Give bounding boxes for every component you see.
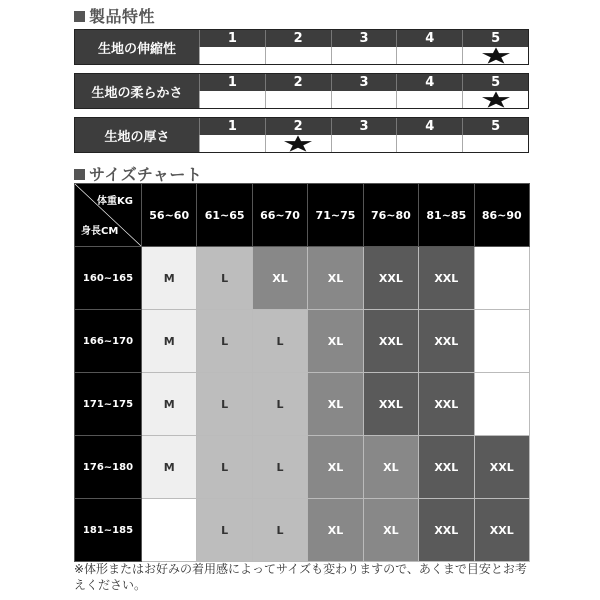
weight-axis-label: 体重KG: [97, 196, 133, 207]
height-axis-label: 身長CM: [81, 226, 119, 237]
height-range-header: 181~185: [75, 499, 142, 562]
star-icon: [284, 135, 312, 152]
size-cell: XXL: [419, 499, 474, 562]
size-cell: XL: [308, 436, 363, 499]
size-cell: XXL: [419, 436, 474, 499]
size-cell: L: [197, 436, 252, 499]
rating-number: 5: [462, 118, 528, 135]
size-cell: L: [197, 373, 252, 436]
size-cell: XXL: [363, 247, 418, 310]
rating-mark-cell: [265, 47, 331, 64]
size-chart-body: [75, 247, 530, 562]
size-cell: M: [142, 247, 197, 310]
size-cell: XXL: [363, 310, 418, 373]
rating-number: 5: [462, 30, 528, 47]
weight-range-header: 56~60: [142, 184, 197, 247]
rating-mark-cell: [396, 47, 462, 64]
size-row: [75, 436, 530, 499]
star-icon: [482, 91, 510, 108]
size-cell: XL: [308, 373, 363, 436]
rating-mark-cell: [462, 91, 528, 108]
height-range-header: 160~165: [75, 247, 142, 310]
size-cell: XL: [252, 247, 307, 310]
size-cell: L: [252, 499, 307, 562]
rating-number: 3: [331, 118, 397, 135]
size-cell: L: [252, 373, 307, 436]
size-cell: M: [142, 436, 197, 499]
weight-range-header: 81~85: [419, 184, 474, 247]
rating-number: 3: [331, 30, 397, 47]
rating-number: 1: [199, 118, 265, 135]
size-cell: XXL: [474, 499, 529, 562]
weight-range-header: 76~80: [363, 184, 418, 247]
size-cell: M: [142, 310, 197, 373]
height-range-header: 171~175: [75, 373, 142, 436]
rating-mark-cell: [199, 135, 265, 152]
size-cell: XXL: [363, 373, 418, 436]
rating-number: 1: [199, 30, 265, 47]
size-row: [75, 499, 530, 562]
rating-label: 生地の柔らかさ: [75, 74, 199, 108]
size-cell: [142, 499, 197, 562]
rating-mark-cell: [396, 91, 462, 108]
size-cell: L: [252, 310, 307, 373]
rating-number: 4: [396, 118, 462, 135]
square-bullet-icon: [74, 11, 85, 22]
rating-number: 5: [462, 74, 528, 91]
size-cell: XL: [308, 499, 363, 562]
size-cell: XXL: [419, 310, 474, 373]
rating-scale: [199, 74, 528, 108]
rating-number: 3: [331, 74, 397, 91]
rating-label: 生地の伸縮性: [75, 30, 199, 64]
size-cell: L: [197, 499, 252, 562]
rating-mark-cell: [331, 47, 397, 64]
size-chart-table: [74, 183, 530, 562]
rating-mark-cell: [462, 135, 528, 152]
size-cell: XXL: [419, 247, 474, 310]
square-bullet-icon: [74, 169, 85, 180]
rating-number: 4: [396, 74, 462, 91]
size-cell: XXL: [474, 436, 529, 499]
weight-range-header: 66~70: [252, 184, 307, 247]
size-cell: L: [197, 247, 252, 310]
rating-mark-cell: [265, 91, 331, 108]
rating-row: [74, 117, 529, 153]
rating-mark-cell: [396, 135, 462, 152]
rating-row: [74, 73, 529, 109]
size-cell: XL: [363, 436, 418, 499]
weight-range-header: 71~75: [308, 184, 363, 247]
size-cell: [474, 247, 529, 310]
rating-mark-cell: [331, 91, 397, 108]
rating-scale: [199, 118, 528, 152]
size-row: [75, 373, 530, 436]
size-cell: M: [142, 373, 197, 436]
height-range-header: 176~180: [75, 436, 142, 499]
size-chart-header-row: [75, 184, 530, 247]
rating-mark-cell: [265, 135, 331, 152]
size-note: ※体形またはお好みの着用感によってサイズも変わりますので、あくまで目安とお考えください。: [74, 562, 527, 592]
rating-number: 2: [265, 74, 331, 91]
size-chart-heading: サイズチャート: [74, 162, 202, 185]
rating-mark-cell: [331, 135, 397, 152]
size-cell: XL: [308, 247, 363, 310]
rating-label: 生地の厚さ: [75, 118, 199, 152]
rating-mark-cell: [462, 47, 528, 64]
size-cell: XXL: [419, 373, 474, 436]
rating-mark-cell: [199, 47, 265, 64]
rating-mark-cell: [199, 91, 265, 108]
size-row: [75, 247, 530, 310]
size-cell: [474, 373, 529, 436]
size-chart-corner: [75, 184, 142, 247]
rating-number: 2: [265, 30, 331, 47]
product-traits-heading: 製品特性: [74, 4, 155, 27]
star-icon: [482, 47, 510, 64]
weight-range-header: 61~65: [197, 184, 252, 247]
rating-number: 1: [199, 74, 265, 91]
rating-number: 2: [265, 118, 331, 135]
rating-scale: [199, 30, 528, 64]
height-range-header: 166~170: [75, 310, 142, 373]
size-cell: XL: [308, 310, 363, 373]
size-cell: L: [252, 436, 307, 499]
size-row: [75, 310, 530, 373]
rating-number: 4: [396, 30, 462, 47]
size-cell: [474, 310, 529, 373]
size-cell: L: [197, 310, 252, 373]
rating-row: [74, 29, 529, 65]
size-cell: XL: [363, 499, 418, 562]
weight-range-header: 86~90: [474, 184, 529, 247]
